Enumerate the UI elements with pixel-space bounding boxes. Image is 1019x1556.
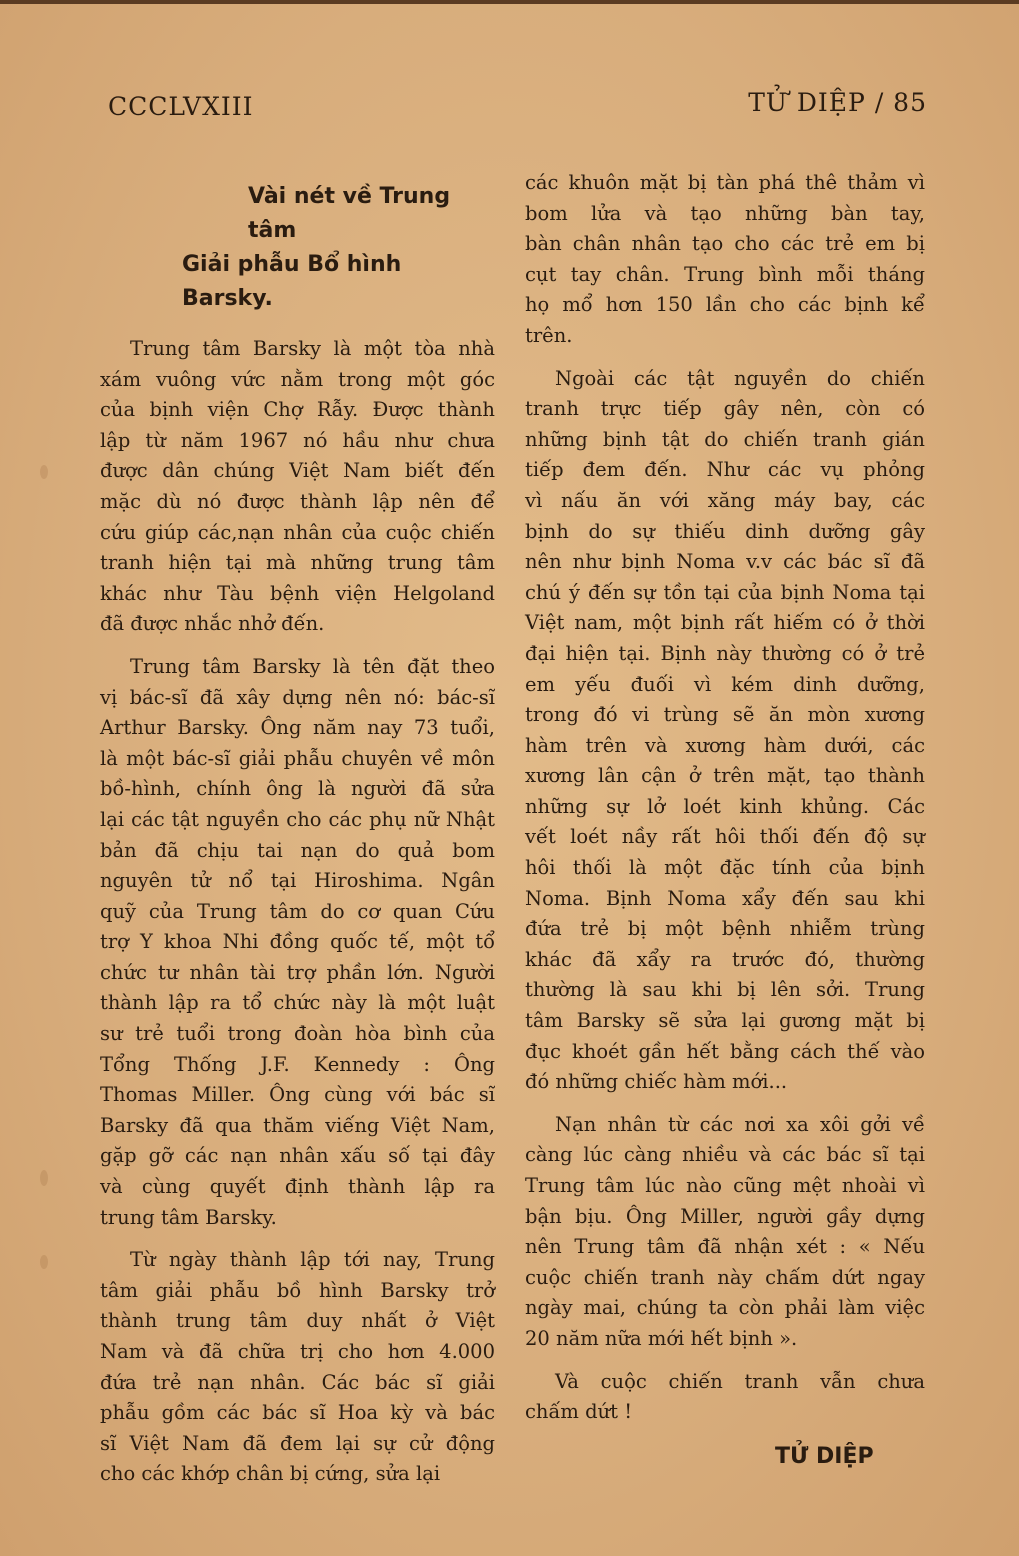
- paragraph: [525, 1110, 925, 1355]
- running-header-left: CCCLVXIII: [108, 92, 254, 121]
- text-line: xám vuông vức nằm trong một góc: [100, 367, 495, 391]
- text-line: đó những chiếc hàm mới...: [525, 1070, 788, 1094]
- text-line: và cùng quyết định thành lập ra: [100, 1175, 495, 1199]
- signature: TỬ DIỆP: [775, 1443, 874, 1469]
- left-column: [100, 170, 495, 1502]
- paragraph: [525, 168, 925, 352]
- text-line: bom lửa và tạo những bàn tay,: [525, 201, 925, 225]
- text-line: các khuôn mặt bị tàn phá thê thảm vì: [525, 171, 925, 194]
- paragraph: [100, 334, 495, 640]
- text-line: bịnh do sự thiếu dinh dưỡng gây: [525, 519, 925, 543]
- text-line: lập từ năm 1967 nó hầu như chưa: [100, 428, 495, 452]
- text-line: được dân chúng Việt Nam biết đến: [100, 459, 495, 483]
- text-line: thành trung tâm duy nhất ở Việt: [100, 1309, 495, 1333]
- text-line: 20 năm nữa mới hết bịnh ».: [525, 1326, 798, 1350]
- text-line: cụt tay chân. Trung bình mỗi tháng: [525, 262, 925, 286]
- text-line: Và cuộc chiến tranh vẫn chưa: [555, 1369, 925, 1393]
- text-line: những sự lở loét kinh khủng. Các: [525, 794, 925, 818]
- text-line: tranh hiện tại mà những trung tâm: [100, 551, 495, 575]
- text-line: hàm trên và xương hàm dưới, các: [525, 733, 925, 757]
- text-line: khác như Tàu bệnh viện Helgoland: [100, 581, 495, 605]
- text-line: đục khoét gần hết bằng cách thế vào: [525, 1039, 925, 1063]
- text-line: của bịnh viện Chợ Rẫy. Được thành: [100, 398, 495, 422]
- text-line: bận bịu. Ông Miller, người gầy dựng: [525, 1204, 925, 1228]
- title-line: Vài nét về Trung tâm: [248, 184, 451, 243]
- text-line: phẫu gồm các bác sĩ Hoa kỳ và bác: [100, 1401, 495, 1425]
- text-line: Việt nam, một bịnh rất hiếm có ở thời: [525, 611, 925, 635]
- paragraph: [100, 1245, 495, 1490]
- text-line: khác đã xẩy ra trước đó, thường: [525, 947, 925, 971]
- text-line: Arthur Barsky. Ông năm nay 73 tuổi,: [100, 716, 495, 740]
- top-border: [0, 0, 1019, 4]
- text-line: những bịnh tật do chiến tranh gián: [525, 427, 925, 451]
- text-line: tiếp đem đến. Như các vụ phỏng: [525, 458, 925, 482]
- text-line: nên Trung tâm đã nhận xét : « Nếu: [525, 1235, 925, 1259]
- text-line: Nạn nhân từ các nơi xa xôi gởi về: [555, 1112, 925, 1136]
- text-line: vết loét nầy rất hôi thối đến độ sự: [525, 825, 925, 849]
- text-line: bản đã chịu tai nạn do quả bom: [100, 838, 495, 862]
- text-line: hôi thối là một đặc tính của bịnh: [525, 856, 925, 880]
- text-line: chức tư nhân tài trợ phần lớn. Người: [100, 960, 495, 984]
- text-line: tranh trực tiếp gây nên, còn có: [525, 397, 925, 421]
- text-line: cứu giúp các,nạn nhân của cuộc chiến: [100, 520, 495, 544]
- text-line: họ mổ hơn 150 lần cho các bịnh kể: [525, 293, 925, 317]
- stain-mark: [40, 1255, 48, 1269]
- text-line: xương lân cận ở trên mặt, tạo thành: [525, 764, 925, 788]
- paragraph: [525, 1367, 925, 1428]
- text-line: thành lập ra tổ chức này là một luật: [100, 991, 495, 1015]
- text-line: sĩ Việt Nam đã đem lại sự cử động: [100, 1431, 495, 1455]
- text-line: nguyên tử nổ tại Hiroshima. Ngân: [100, 869, 495, 893]
- right-body: [525, 168, 925, 1428]
- text-line: Thomas Miller. Ông cùng với bác sĩ: [100, 1083, 495, 1107]
- text-line: Từ ngày thành lập tới nay, Trung: [130, 1248, 495, 1272]
- text-line: trên.: [525, 323, 573, 347]
- text-line: tâm Barsky sẽ sửa lại gương mặt bị: [525, 1009, 925, 1033]
- text-line: là một bác-sĩ giải phẫu chuyên về môn: [100, 746, 495, 770]
- text-line: em yếu đuối vì kém dinh dưỡng,: [525, 672, 925, 696]
- text-line: đại hiện tại. Bịnh này thường có ở trẻ: [525, 641, 925, 665]
- text-line: Tổng Thống J.F. Kennedy : Ông: [100, 1052, 495, 1076]
- text-line: Trung tâm Barsky là một tòa nhà: [130, 337, 495, 360]
- stain-mark: [40, 1170, 48, 1186]
- running-header-right: TỬ DIỆP / 85: [748, 88, 927, 117]
- text-line: vị bác-sĩ đã xây dựng nên nó: bác-sĩ: [100, 685, 495, 709]
- text-line: gặp gỡ các nạn nhân xấu số tại đây: [100, 1144, 495, 1168]
- text-line: cho các khớp chân bị cứng, sửa lại: [100, 1462, 441, 1486]
- text-line: ngày mai, chúng ta còn phải làm việc: [525, 1296, 925, 1320]
- text-line: cuộc chiến tranh này chấm dứt ngay: [525, 1265, 925, 1289]
- article-title: [100, 180, 495, 316]
- text-line: nên như bịnh Noma v.v các bác sĩ đã: [525, 550, 925, 574]
- text-line: bồ-hình, chính ông là người đã sửa: [100, 777, 495, 801]
- text-line: càng lúc càng nhiều và các bác sĩ tại: [525, 1143, 925, 1167]
- text-line: mặc dù nó được thành lập nên để: [100, 489, 495, 513]
- text-line: thường là sau khi bị lên sởi. Trung: [525, 978, 925, 1002]
- text-line: chú ý đến sự tồn tại của bịnh Noma tại: [525, 580, 925, 604]
- text-line: chấm dứt !: [525, 1400, 633, 1424]
- text-line: đứa trẻ bị một bệnh nhiễm trùng: [525, 917, 925, 941]
- right-column: [525, 168, 925, 1472]
- text-line: đứa trẻ nạn nhân. Các bác sĩ giải: [100, 1370, 495, 1394]
- left-body: [100, 334, 495, 1490]
- text-line: trung tâm Barsky.: [100, 1205, 277, 1229]
- text-line: vì nấu ăn với xăng máy bay, các: [525, 488, 925, 512]
- stain-mark: [40, 465, 48, 479]
- text-line: sư trẻ tuổi trong đoàn hòa bình của: [100, 1022, 495, 1046]
- text-line: lại các tật nguyền cho các phụ nữ Nhật: [100, 807, 495, 831]
- text-line: Noma. Bịnh Noma xẩy đến sau khi: [525, 886, 925, 910]
- text-line: Trung tâm lúc nào cũng mệt nhoài vì: [525, 1174, 925, 1197]
- text-line: tâm giải phẫu bồ hình Barsky trở: [100, 1278, 495, 1302]
- text-line: trong đó vi trùng sẽ ăn mòn xương: [525, 703, 925, 727]
- text-line: Nam và đã chữa trị cho hơn 4.000: [100, 1340, 495, 1363]
- text-line: quỹ của Trung tâm do cơ quan Cứu: [100, 899, 495, 923]
- paragraph: [100, 652, 495, 1233]
- text-line: Barsky đã qua thăm viếng Việt Nam,: [100, 1113, 495, 1137]
- text-line: đã được nhắc nhở đến.: [100, 612, 325, 636]
- text-line: bàn chân nhân tạo cho các trẻ em bị: [525, 232, 925, 256]
- text-line: trợ Y khoa Nhi đồng quốc tế, một tổ: [100, 930, 495, 954]
- text-line: Trung tâm Barsky là tên đặt theo: [130, 654, 495, 678]
- text-line: Ngoài các tật nguyền do chiến: [555, 366, 925, 390]
- paragraph: [525, 364, 925, 1098]
- title-line: Giải phẫu Bổ hình Barsky.: [182, 252, 402, 311]
